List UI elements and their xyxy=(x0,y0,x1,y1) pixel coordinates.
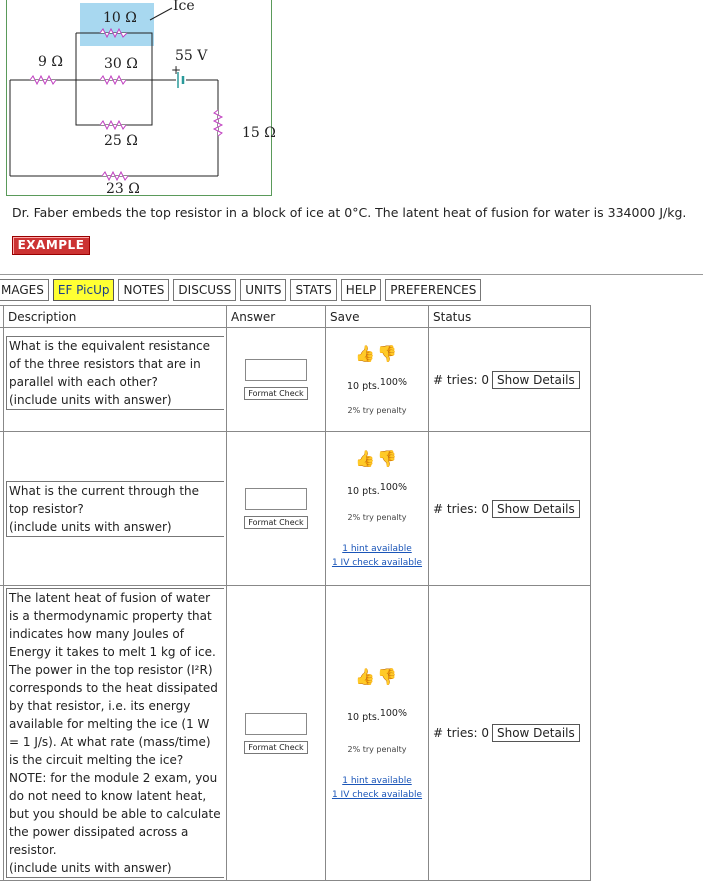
question-3-text: The latent heat of fusion of water is a thermodynamic property that indicates how many Joules of Energy it takes to melt 1 kg of ice. The power in the top resistor (I²R) corresponds to the heat dissipated by that resistor, i.e. its energy available for melting the ice (1 W = 1 J/s). At what rate (mass/time) is the circuit melting the ice? NOTE: for the module 2 exam, you do not need to know latent heat, but you should be able to calculate the power dissipated across a resistor. (include units with answer) xyxy=(6,588,224,878)
save-cell xyxy=(326,328,429,432)
penalty-label: 2% try penalty xyxy=(347,513,407,522)
toolbar-discuss-button[interactable]: DISCUSS xyxy=(173,279,236,301)
points-percent: 100% xyxy=(379,707,407,719)
toolbar xyxy=(0,279,481,301)
question-3-cell xyxy=(4,586,227,881)
resistor-9 xyxy=(30,76,56,84)
table-row xyxy=(0,432,591,586)
thumbs-up-icon[interactable]: 👍 xyxy=(355,666,377,686)
toolbar-preferences-button[interactable]: PREFERENCES xyxy=(385,279,481,301)
tries-label: # tries: 0 xyxy=(433,726,489,740)
status-cell xyxy=(429,432,591,586)
save-cell xyxy=(326,586,429,881)
answer-input-3[interactable] xyxy=(245,713,307,735)
label-r-15: 15 Ω xyxy=(242,125,276,141)
example-button[interactable]: EXAMPLE xyxy=(12,236,90,255)
format-check-button-1[interactable]: Format Check xyxy=(244,387,307,400)
label-r-top: 10 Ω xyxy=(103,10,137,26)
label-r-25: 25 Ω xyxy=(104,133,138,149)
question-1-text: What is the equivalent resistance of the three resistors that are in parallel with each other? (include units with answer) xyxy=(6,336,224,410)
tries-label: # tries: 0 xyxy=(433,501,489,516)
thumbs-down-icon[interactable]: 👎 xyxy=(377,449,399,468)
resistor-25 xyxy=(100,121,126,129)
problem-statement: Dr. Faber embeds the top resistor in a block of ice at 0°C. The latent heat of fusion for water is 334000 J/kg. xyxy=(12,205,687,220)
status-cell xyxy=(429,586,591,881)
circuit-diagram xyxy=(0,0,280,200)
answer-input-2[interactable] xyxy=(245,488,307,510)
table-row xyxy=(0,586,591,881)
table-header-row xyxy=(0,306,591,328)
status-cell xyxy=(429,328,591,432)
label-battery: 55 V xyxy=(175,48,208,64)
answer-input-1[interactable] xyxy=(245,359,307,381)
answer-cell xyxy=(227,586,326,881)
format-check-button-2[interactable]: Format Check xyxy=(244,516,307,529)
table-row xyxy=(0,328,591,432)
show-details-button-2[interactable]: Show Details xyxy=(492,500,580,518)
label-battery-plus: + xyxy=(171,63,182,77)
iv-check-link[interactable]: 1 IV check available xyxy=(331,558,423,568)
header-description: Description xyxy=(4,306,227,328)
points-label: 10 pts. xyxy=(346,711,380,723)
points-percent: 100% xyxy=(379,482,407,493)
resistor-15 xyxy=(214,110,222,136)
label-r-9: 9 Ω xyxy=(38,54,63,70)
toolbar-help-button[interactable]: HELP xyxy=(341,279,382,301)
penalty-label: 2% try penalty xyxy=(347,744,407,754)
label-r-30: 30 Ω xyxy=(104,56,138,72)
thumbs-up-icon[interactable]: 👍 xyxy=(355,449,377,468)
thumbs-down-icon[interactable]: 👎 xyxy=(377,666,399,686)
points-percent: 100% xyxy=(379,377,407,388)
resistor-30 xyxy=(100,76,126,84)
header-answer: Answer xyxy=(227,306,326,328)
hint-link[interactable]: 1 hint available xyxy=(342,775,412,786)
thumbs-up-icon[interactable]: 👍 xyxy=(355,344,377,363)
toolbar-notes-button[interactable]: NOTES xyxy=(118,279,169,301)
answer-cell xyxy=(227,328,326,432)
toolbar-ef-picup-button[interactable]: EF PicUp xyxy=(53,279,115,301)
problems-table xyxy=(0,305,591,881)
header-status: Status xyxy=(429,306,591,328)
answer-cell xyxy=(227,432,326,586)
show-details-button-1[interactable]: Show Details xyxy=(492,371,580,389)
label-r-23: 23 Ω xyxy=(106,181,140,197)
label-ice: Ice xyxy=(173,0,195,14)
hint-link[interactable]: 1 hint available xyxy=(342,544,412,554)
penalty-label: 2% try penalty xyxy=(347,406,407,415)
toolbar-divider xyxy=(0,274,703,275)
points-label: 10 pts. xyxy=(346,381,380,392)
thumbs-down-icon[interactable]: 👎 xyxy=(377,344,399,363)
show-details-button-3[interactable]: Show Details xyxy=(492,724,580,742)
question-1-cell xyxy=(4,328,227,432)
toolbar-units-button[interactable]: UNITS xyxy=(240,279,286,301)
question-2-cell xyxy=(4,432,227,586)
question-2-text: What is the current through the top resistor? (include units with answer) xyxy=(6,481,224,537)
tries-label: # tries: 0 xyxy=(433,372,489,387)
resistor-23 xyxy=(102,172,128,180)
format-check-button-3[interactable]: Format Check xyxy=(244,741,307,754)
points-label: 10 pts. xyxy=(346,486,380,497)
iv-check-link[interactable]: 1 IV check available xyxy=(331,789,423,800)
toolbar-stats-button[interactable]: STATS xyxy=(290,279,336,301)
save-cell xyxy=(326,432,429,586)
toolbar-images-button[interactable]: MAGES xyxy=(0,279,49,301)
header-save: Save xyxy=(326,306,429,328)
